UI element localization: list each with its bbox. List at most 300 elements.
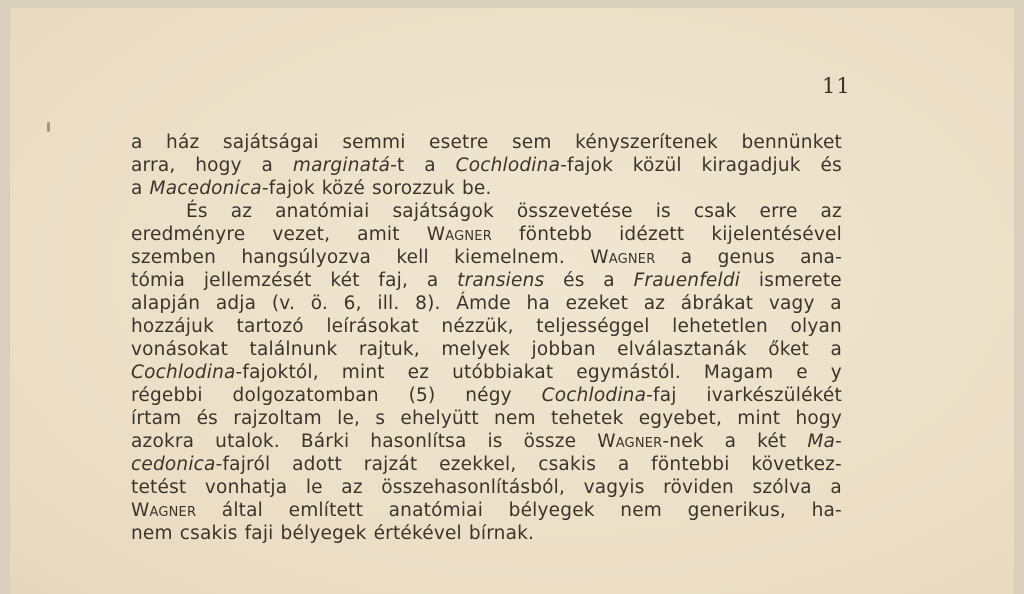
word-text: e: [796, 362, 808, 383]
word-text: anatómiai: [275, 201, 370, 222]
word: [131, 177, 143, 200]
word-text: a: [424, 155, 436, 176]
word-text: esetre: [429, 132, 489, 153]
word-text: egyebet,: [638, 408, 723, 429]
word: [357, 223, 400, 246]
word-text: a: [830, 339, 842, 360]
word-text: hogy: [795, 408, 842, 429]
word: [706, 384, 842, 407]
word-text: (5): [408, 385, 436, 406]
word-text: Wagner: [426, 224, 492, 245]
word-text: régebbi: [131, 385, 203, 406]
word: [341, 476, 362, 499]
word-suffix: -nek: [662, 431, 704, 452]
word: [575, 131, 718, 154]
word-text: ha-: [811, 500, 842, 521]
body-text: [131, 131, 842, 545]
word-text: dolgozatomban: [232, 385, 379, 406]
word: [830, 292, 842, 315]
word: [566, 292, 628, 315]
word: [262, 154, 274, 177]
word: [389, 499, 483, 522]
word: [584, 476, 645, 499]
word: [375, 407, 385, 430]
word: [812, 499, 842, 522]
word: [180, 522, 238, 545]
word: [131, 338, 228, 361]
word-text: Ma-: [807, 431, 842, 452]
word-text: 8).: [415, 293, 441, 314]
word: [737, 407, 780, 430]
word: [527, 292, 550, 315]
word-text: bélyegek: [508, 500, 595, 521]
word: [830, 476, 842, 499]
word-text: össze: [523, 431, 577, 452]
word: [215, 430, 280, 453]
word-text: kényszerítenek: [575, 132, 718, 153]
word: [293, 154, 405, 177]
word-text: ez: [407, 362, 430, 383]
word-text: a: [830, 477, 842, 498]
word-text: Cochlodina: [541, 385, 647, 406]
word-text: ana-: [800, 247, 842, 268]
word: [427, 223, 492, 246]
word-text: azokra: [131, 431, 195, 452]
word: [741, 131, 842, 154]
word-text: faj,: [378, 270, 409, 291]
word: [494, 407, 536, 430]
word-text: generikus,: [687, 500, 786, 521]
word-text: tartozó: [236, 316, 304, 337]
word: [563, 269, 584, 292]
word-text: bennünket: [741, 132, 842, 153]
word-text: két: [330, 270, 360, 291]
word: [634, 269, 741, 292]
word: [195, 154, 242, 177]
word-suffix: -fajról: [215, 454, 271, 475]
word: [131, 476, 186, 499]
word-text: találnunk: [249, 339, 338, 360]
text-line: [131, 453, 842, 476]
word: [131, 131, 143, 154]
word-text: ezeket: [565, 293, 629, 314]
word: [131, 361, 319, 384]
word: [364, 453, 418, 476]
word-text: szólva: [752, 477, 812, 498]
word: [456, 292, 511, 315]
word: [831, 361, 842, 384]
word: [337, 407, 360, 430]
word: [378, 269, 408, 292]
word-text: mint: [341, 362, 385, 383]
word: [633, 154, 682, 177]
word: [538, 453, 596, 476]
word: [454, 246, 565, 269]
word: [753, 476, 812, 499]
word-text: faji: [244, 523, 274, 544]
word: [427, 269, 439, 292]
word: [408, 361, 430, 384]
word: [618, 453, 630, 476]
word: [542, 384, 677, 407]
word: [639, 407, 722, 430]
word: [330, 269, 359, 292]
word-text: Wagner: [597, 431, 663, 452]
word: [656, 200, 671, 223]
word-text: jellemzését: [203, 270, 312, 291]
word: [216, 292, 256, 315]
word: [131, 407, 181, 430]
text-line: [131, 200, 842, 223]
word: [517, 200, 633, 223]
word: [275, 200, 369, 223]
word-text: Frauenfeldi: [633, 270, 741, 291]
word-text: az: [230, 201, 253, 222]
word: [469, 522, 534, 545]
word-text: olyan: [790, 316, 842, 337]
word: [197, 407, 218, 430]
word: [576, 361, 681, 384]
word-text: a: [603, 270, 615, 291]
word: [245, 522, 274, 545]
word-text: vagyis: [583, 477, 645, 498]
word-text: vonásokat: [131, 339, 229, 360]
word: [281, 522, 367, 545]
text-line: [131, 522, 842, 545]
word: [620, 499, 662, 522]
word: [131, 246, 216, 269]
word-text: az: [643, 293, 666, 314]
word: [800, 246, 842, 269]
word-text: leírásokat: [326, 316, 419, 337]
text-line: [131, 315, 842, 338]
word: [429, 131, 488, 154]
word: [311, 292, 328, 315]
word: [131, 223, 245, 246]
word-text: ha: [526, 293, 550, 314]
word: [150, 177, 315, 200]
word: [757, 430, 786, 453]
word-text: vonhatja: [204, 477, 288, 498]
word: [694, 200, 737, 223]
word-text: értékével: [373, 523, 462, 544]
word: [289, 499, 363, 522]
word-text: következ-: [751, 454, 842, 475]
word: [820, 200, 841, 223]
word: [250, 338, 338, 361]
word-text: alapján: [131, 293, 201, 314]
word-text: kiragadjuk: [701, 155, 801, 176]
word-text: cedonica: [131, 454, 216, 475]
word-text: ivarkészülékét: [706, 385, 842, 406]
word-text: négy: [465, 385, 512, 406]
word-text: anatómiai: [388, 500, 484, 521]
word: [131, 384, 203, 407]
word-text: ezekkel,: [439, 454, 517, 475]
word-text: ábrákat: [680, 293, 754, 314]
word-text: nézzük,: [441, 316, 514, 337]
word-text: genus: [717, 247, 775, 268]
word-text: s: [375, 408, 386, 429]
book-page: [10, 8, 1014, 594]
word-text: ismerete: [758, 270, 842, 291]
word-text: összevetése: [516, 201, 633, 222]
word-text: a: [830, 293, 842, 314]
word: [272, 223, 330, 246]
word: [233, 384, 379, 407]
word-text: jobban: [531, 339, 596, 360]
word-text: transiens: [457, 270, 545, 291]
word-text: föntebb: [518, 224, 593, 245]
word: [292, 453, 342, 476]
word-text: melyek: [441, 339, 511, 360]
word: [372, 177, 455, 200]
word-text: adja: [215, 293, 257, 314]
word: [465, 384, 512, 407]
word-text: le,: [337, 408, 361, 429]
word-text: tómia: [131, 270, 186, 291]
word-text: sajátságok: [392, 201, 494, 222]
word-text: rajtuk,: [358, 339, 420, 360]
word-text: egymástól.: [576, 362, 681, 383]
word: [536, 315, 649, 338]
word: [204, 269, 312, 292]
word-text: a: [131, 178, 143, 199]
word-text: a: [724, 431, 737, 452]
word-text: le: [305, 477, 323, 498]
word: [619, 223, 684, 246]
word-text: az: [820, 201, 842, 222]
word-text: ö.: [310, 293, 328, 314]
word: [342, 131, 405, 154]
word: [487, 430, 502, 453]
word-text: Bárki: [300, 431, 350, 452]
word-text: elválasztanák: [617, 339, 747, 360]
word-text: rajzát: [363, 454, 418, 475]
word-text: is: [655, 201, 671, 222]
word-text: tehetek: [551, 408, 624, 429]
word: [370, 430, 466, 453]
word-text: mint: [737, 408, 781, 429]
word-text: ill.: [377, 293, 400, 314]
word-text: a: [261, 155, 274, 176]
word: [751, 453, 842, 476]
word: [820, 154, 841, 177]
word: [377, 292, 399, 315]
word: [590, 246, 655, 269]
word: [131, 453, 270, 476]
word-text: csak: [693, 201, 737, 222]
word: [651, 453, 729, 476]
word-text: említett: [288, 500, 364, 521]
word: [725, 430, 737, 453]
word-text: Ámde: [456, 293, 511, 314]
text-line: [131, 338, 842, 361]
word-text: és: [563, 270, 585, 291]
word: [711, 223, 842, 246]
word: [374, 522, 462, 545]
word-text: csakis: [179, 523, 238, 544]
word-text: röviden: [663, 477, 734, 498]
word-text: kell: [396, 247, 429, 268]
page-number: 11: [822, 74, 851, 98]
word-text: szemben: [131, 247, 217, 268]
word-text: és: [196, 408, 218, 429]
text-line: [131, 407, 842, 430]
word-text: ehelyütt: [400, 408, 479, 429]
word: [342, 361, 385, 384]
text-line: [131, 223, 842, 246]
word: [223, 131, 319, 154]
word: [400, 407, 478, 430]
word: [681, 292, 753, 315]
word-text: az: [341, 477, 363, 498]
word-text: a: [680, 247, 693, 268]
word: [807, 430, 842, 453]
word: [795, 407, 842, 430]
word-text: ház: [166, 132, 200, 153]
word: [457, 269, 544, 292]
word: [322, 177, 365, 200]
word: [791, 315, 842, 338]
ink-blot: [47, 122, 50, 132]
word-text: hozzájuk: [131, 316, 214, 337]
word-text: vezet,: [272, 224, 331, 245]
word-text: Macedonica: [149, 178, 262, 199]
word-text: hasonlítsa: [370, 431, 467, 452]
word: [768, 338, 809, 361]
word: [415, 292, 440, 315]
word-text: lehetetlen: [672, 316, 768, 337]
word: [409, 384, 436, 407]
text-line: [131, 154, 842, 177]
word: [131, 522, 173, 545]
word: [131, 499, 196, 522]
word-text: sem: [511, 132, 552, 153]
word: [456, 154, 613, 177]
word-text: utalok.: [215, 431, 280, 452]
word-text: eredményre: [131, 224, 246, 245]
word-text: nem: [620, 500, 663, 521]
word: [441, 315, 513, 338]
word: [392, 200, 493, 223]
word-text: rajzoltam: [233, 408, 322, 429]
word: [702, 154, 801, 177]
word: [131, 315, 214, 338]
word: [672, 315, 768, 338]
word-text: hangsúlyozva: [241, 247, 372, 268]
word-text: kiemelnem.: [454, 247, 565, 268]
word: [424, 154, 436, 177]
word-text: tetést: [131, 477, 187, 498]
word-suffix: -fajok: [560, 155, 614, 176]
word-text: által: [221, 500, 264, 521]
word: [617, 338, 747, 361]
text-line: [131, 177, 842, 200]
word: [441, 338, 510, 361]
word-text: Wagner: [131, 500, 197, 521]
word: [704, 361, 773, 384]
word: [233, 407, 322, 430]
word-text: föntebbi: [651, 454, 730, 475]
word: [796, 361, 808, 384]
word-text: őket: [768, 339, 810, 360]
word: [718, 246, 775, 269]
word: [603, 269, 615, 292]
text-line: [131, 131, 842, 154]
word: [131, 154, 175, 177]
word-text: utóbbiakat: [452, 362, 554, 383]
word: [326, 315, 419, 338]
word-text: vagy: [768, 293, 815, 314]
word-text: sorozzuk: [372, 178, 455, 199]
word: [509, 499, 595, 522]
word: [359, 338, 420, 361]
word: [759, 269, 842, 292]
word-text: Cochlodina: [131, 362, 236, 383]
word: [205, 476, 287, 499]
word: [131, 269, 185, 292]
word: [532, 338, 596, 361]
word-text: És: [186, 201, 208, 222]
text-line: [131, 361, 842, 384]
word-suffix: -t: [390, 155, 405, 176]
word-text: írtam: [131, 408, 182, 429]
word: [306, 476, 323, 499]
word-text: Cochlodina: [455, 155, 561, 176]
text-line: [131, 384, 842, 407]
word: [519, 223, 592, 246]
word-text: erre: [759, 201, 798, 222]
word: [688, 499, 786, 522]
word-text: is: [487, 431, 503, 452]
word-text: csakis: [538, 454, 597, 475]
word-text: közé: [321, 178, 366, 199]
word: [396, 246, 429, 269]
word-text: (v.: [271, 293, 296, 314]
word-text: semmi: [342, 132, 406, 153]
word-text: nem: [131, 523, 173, 544]
text-line: [131, 476, 842, 499]
word: [344, 292, 362, 315]
word: [131, 430, 194, 453]
word: [830, 338, 842, 361]
word: [222, 499, 263, 522]
word-text: marginatá: [292, 155, 391, 176]
word: [301, 430, 350, 453]
word-text: bírnak.: [468, 523, 535, 544]
word-text: kijelentésével: [711, 224, 842, 245]
word: [551, 407, 624, 430]
text-line: [131, 499, 842, 522]
word-text: nem: [494, 408, 536, 429]
word: [597, 430, 704, 453]
word-text: a: [617, 454, 630, 475]
text-line: [131, 269, 842, 292]
word-text: y: [830, 362, 842, 383]
word: [512, 131, 552, 154]
word-text: idézett: [619, 224, 685, 245]
word-text: Magam: [703, 362, 774, 383]
word-text: a: [131, 132, 143, 153]
word-text: teljességgel: [536, 316, 650, 337]
word: [663, 476, 734, 499]
word-text: sajátságai: [222, 132, 319, 153]
word: [462, 177, 492, 200]
word: [769, 292, 815, 315]
word: [237, 315, 304, 338]
word: [439, 453, 516, 476]
